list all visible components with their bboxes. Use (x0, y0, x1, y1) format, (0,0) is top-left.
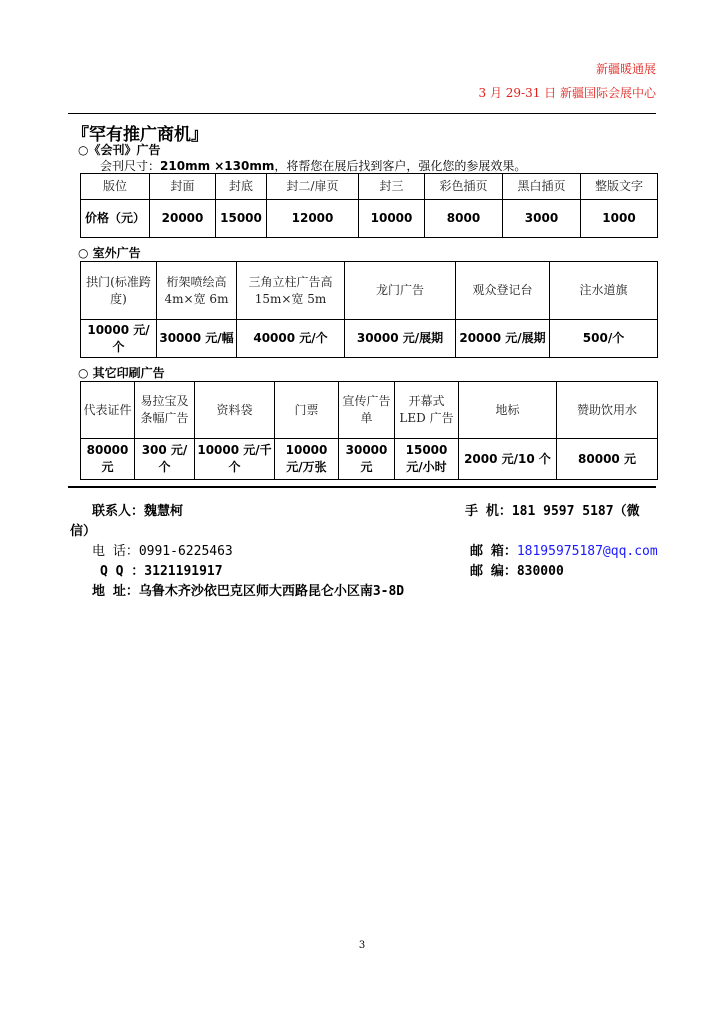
expo-name: 新疆暖通展 (595, 62, 656, 76)
journal-header-cell: 整版文字 (581, 174, 658, 200)
print-header-cell: 资料袋 (195, 382, 275, 439)
journal-price-cell: 15000 (216, 200, 267, 238)
outdoor-header-cell: 三角立柱广告高 15m×宽 5m (237, 262, 345, 320)
outdoor-header-cell: 拱门(标准跨度) (81, 262, 157, 320)
journal-price-cell: 8000 (425, 200, 503, 238)
outdoor-header-cell: 桁架喷绘高 4m×宽 6m (157, 262, 237, 320)
contact-qq: Q Q ：3121191917 (100, 564, 223, 579)
header-divider (68, 113, 656, 114)
journal-header-cell: 版位 (81, 174, 150, 200)
contact-email-label: 邮 箱： (470, 544, 517, 559)
expo-date-venue: 3 月 29-31 日 新疆国际会展中心 (478, 86, 656, 100)
contact-email-row (470, 540, 658, 559)
outdoor-header-cell: 注水道旗 (550, 262, 658, 320)
print-header-cell: 开幕式 LED 广告 (395, 382, 459, 439)
outdoor-price-cell: 10000 元/个 (81, 320, 157, 358)
print-price-cell: 10000 元/千个 (195, 439, 275, 480)
print-price-cell: 10000 元/万张 (275, 439, 339, 480)
contact-mobile: 手 机：181 9597 5187（微 (465, 504, 640, 519)
print-price-cell: 80000 元 (81, 439, 135, 480)
outdoor-table (80, 261, 658, 358)
journal-header-cell: 封面 (150, 174, 216, 200)
outdoor-price-cell: 20000 元/展期 (456, 320, 550, 358)
contact-person: 联系人：魏慧柯 (92, 504, 184, 519)
print-header-cell: 门票 (275, 382, 339, 439)
print-table (80, 381, 658, 480)
journal-header-cell: 封二/扉页 (267, 174, 359, 200)
journal-header-cell: 封三 (359, 174, 425, 200)
contact-email-link[interactable]: 18195975187@qq.com (516, 544, 658, 559)
journal-price-cell: 1000 (581, 200, 658, 238)
journal-heading: ○《会刊》广告 (78, 143, 161, 157)
page-title: 『罕有推广商机』 (72, 125, 208, 145)
journal-header-cell: 封底 (216, 174, 267, 200)
journal-price-cell: 10000 (359, 200, 425, 238)
print-price-cell: 30000 元 (339, 439, 395, 480)
contact-address: 地 址：乌鲁木齐沙依巴克区师大西路昆仑小区南3-8D (92, 584, 405, 599)
outdoor-price-cell: 40000 元/个 (237, 320, 345, 358)
contact-mobile-wrap: 信） (70, 524, 97, 539)
print-header-cell: 赞助饮用水 (557, 382, 658, 439)
outdoor-header-cell: 龙门广告 (345, 262, 456, 320)
print-header-cell: 地标 (459, 382, 557, 439)
print-header-cell: 代表证件 (81, 382, 135, 439)
print-price-cell: 300 元/个 (135, 439, 195, 480)
print-price-cell: 15000 元/小时 (395, 439, 459, 480)
outdoor-price-cell: 30000 元/幅 (157, 320, 237, 358)
print-price-cell: 80000 元 (557, 439, 658, 480)
contact-divider (68, 486, 656, 488)
journal-price-cell: 3000 (503, 200, 581, 238)
outdoor-header-cell: 观众登记台 (456, 262, 550, 320)
journal-price-cell: 20000 (150, 200, 216, 238)
size-note-dimensions: 210mm ×130mm (160, 159, 275, 173)
journal-price-cell: 12000 (267, 200, 359, 238)
journal-header-cell: 黑白插页 (503, 174, 581, 200)
print-heading: ○ 其它印刷广告 (78, 366, 165, 380)
print-price-cell: 2000 元/10 个 (459, 439, 557, 480)
outdoor-heading: ○ 室外广告 (78, 246, 141, 260)
page-number: 3 (358, 940, 366, 951)
contact-zip: 邮 编：830000 (470, 564, 564, 579)
journal-table (80, 173, 658, 238)
size-note-prefix: 会刊尺寸： (100, 159, 161, 173)
outdoor-price-cell: 30000 元/展期 (345, 320, 456, 358)
contact-tel: 电 话：0991-6225463 (92, 544, 233, 559)
print-header-cell: 宣传广告单 (339, 382, 395, 439)
price-label-cell: 价格（元） (81, 200, 150, 238)
journal-size-note (100, 157, 526, 174)
outdoor-price-cell: 500/个 (550, 320, 658, 358)
size-note-suffix: ，将帮您在展后找到客户，强化您的参展效果。 (274, 159, 527, 173)
print-header-cell: 易拉宝及条幅广告 (135, 382, 195, 439)
journal-header-cell: 彩色插页 (425, 174, 503, 200)
